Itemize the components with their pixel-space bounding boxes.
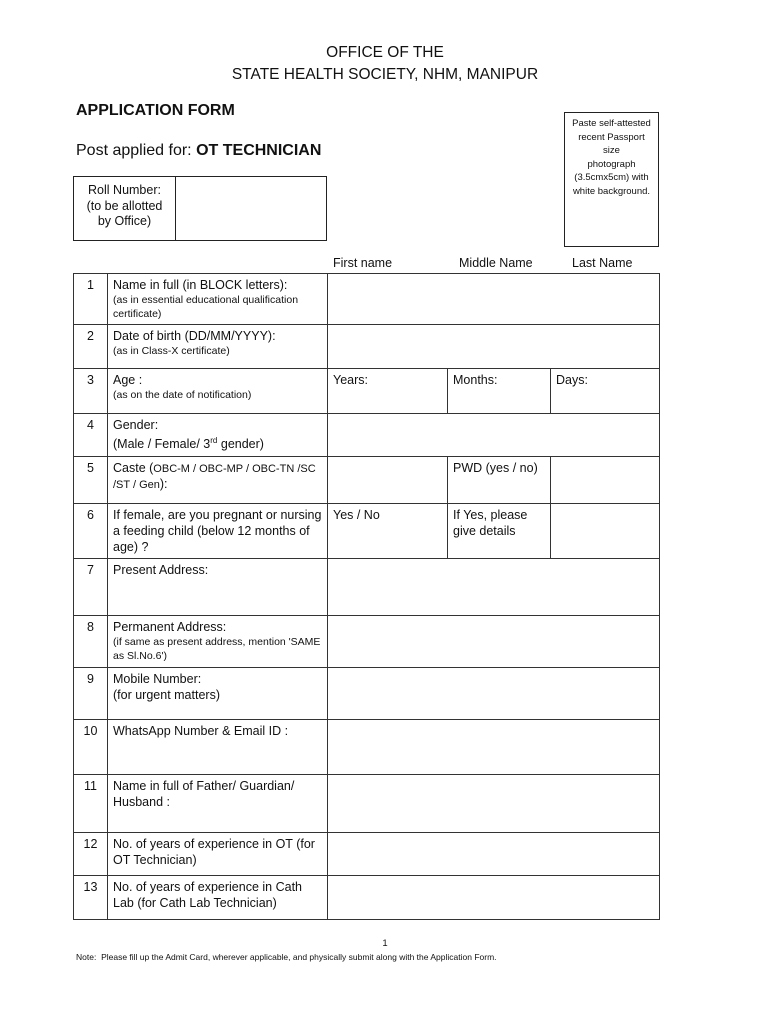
row-number: 12 [74, 833, 108, 876]
application-table [73, 273, 660, 920]
table-row [74, 369, 660, 414]
age-months-field[interactable] [448, 369, 551, 414]
name-label: Name in full (in BLOCK letters): [113, 278, 288, 292]
age-months-label: Months: [453, 373, 498, 387]
pwd-label: PWD (yes / no) [453, 461, 538, 475]
row-number: 6 [74, 504, 108, 559]
mobile-label-cell [108, 668, 328, 720]
age-years-field[interactable] [328, 369, 448, 414]
row-number: 13 [74, 876, 108, 920]
permanent-address-label: Permanent Address: [113, 620, 227, 634]
gender-label-cell [108, 414, 328, 457]
row-number: 11 [74, 775, 108, 833]
post-applied [76, 142, 321, 160]
gender-field[interactable] [328, 414, 660, 457]
dob-sublabel: (as in Class-X certificate) [113, 345, 230, 357]
post-value: OT TECHNICIAN [196, 142, 322, 159]
row-number: 7 [74, 559, 108, 616]
last-name-header: Last Name [572, 256, 633, 270]
caste-label: Caste ( [113, 461, 154, 475]
form-title: APPLICATION FORM [76, 102, 235, 119]
table-row [74, 833, 660, 876]
gender-sublabel: (Male / Female/ 3rd gender) [113, 436, 264, 452]
father-guardian-label: Name in full of Father/ Guardian/ Husband : [108, 775, 328, 833]
permanent-address-label-cell [108, 616, 328, 668]
photo-text-1: Paste self-attested [572, 118, 651, 129]
table-row [74, 559, 660, 616]
name-sublabel: (as in essential educational qualification certificate) [113, 294, 299, 320]
age-sublabel: (as on the date of notification) [113, 389, 252, 401]
post-label: Post applied for: [76, 142, 192, 159]
present-address-field[interactable] [328, 559, 660, 616]
table-row [74, 720, 660, 775]
mobile-field[interactable] [328, 668, 660, 720]
table-row [74, 775, 660, 833]
caste-options: OBC-M / OBC-MP / OBC-TN /SC /ST / Gen [113, 463, 316, 491]
row-number: 3 [74, 369, 108, 414]
roll-label-1: Roll Number: [88, 183, 161, 197]
row-number: 1 [74, 274, 108, 325]
photo-text-3: photograph [587, 158, 636, 170]
table-row [74, 325, 660, 369]
ot-experience-label: No. of years of experience in OT (for OT Technician) [108, 833, 328, 876]
page-number: 1 [382, 938, 388, 949]
photo-box[interactable] [564, 112, 659, 247]
row-number: 4 [74, 414, 108, 457]
cath-lab-experience-label: No. of years of experience in Cath Lab (for Cath Lab Technician) [108, 876, 328, 920]
mobile-sublabel: (for urgent matters) [113, 688, 220, 702]
note-label: Note: [76, 952, 97, 962]
table-row [74, 414, 660, 457]
age-years-label: Years: [333, 373, 368, 387]
middle-name-header: Middle Name [459, 256, 533, 270]
table-row [74, 616, 660, 668]
mobile-label: Mobile Number: [113, 672, 202, 686]
table-row [74, 457, 660, 504]
row-number: 2 [74, 325, 108, 369]
roll-number-label [74, 177, 176, 240]
roll-number-box [73, 176, 327, 241]
pwd-field[interactable] [551, 457, 660, 504]
photo-text-5: white background. [572, 185, 651, 197]
whatsapp-email-label: WhatsApp Number & Email ID : [108, 720, 328, 775]
gender-label: Gender: [113, 418, 159, 432]
age-label-cell [108, 369, 328, 414]
dob-field[interactable] [328, 325, 660, 369]
footer-note [76, 952, 497, 962]
table-row [74, 668, 660, 720]
permanent-address-sublabel: (if same as present address, mention 'SAME as Sl.No.6') [113, 636, 321, 662]
present-address-label: Present Address: [108, 559, 328, 616]
note-text: Please fill up the Admit Card, wherever applicable, and physically submit along with the Application Form. [101, 952, 497, 962]
first-name-header: First name [333, 256, 393, 270]
photo-text-2: recent Passport size [578, 131, 645, 156]
caste-label-cell: Caste (OBC-M / OBC-MP / OBC-TN /SC /ST / Gen): [108, 457, 328, 504]
details-label: If Yes, please give details [453, 508, 528, 538]
name-field[interactable] [328, 274, 660, 325]
pregnant-details-field[interactable] [551, 504, 660, 559]
ot-experience-field[interactable] [328, 833, 660, 876]
roll-number-field[interactable] [176, 177, 326, 240]
roll-label-2: (to be allotted [86, 198, 163, 213]
age-label: Age : [113, 373, 143, 387]
row-number: 9 [74, 668, 108, 720]
pregnant-yesno-field[interactable] [328, 504, 448, 559]
age-days-label: Days: [556, 373, 588, 387]
pregnant-details-label-cell [448, 504, 551, 559]
caste-field[interactable] [328, 457, 448, 504]
office-title-line2: STATE HEALTH SOCIETY, NHM, MANIPUR [231, 66, 539, 83]
dob-label-cell [108, 325, 328, 369]
table-row [74, 504, 660, 559]
row-number: 8 [74, 616, 108, 668]
cath-lab-experience-field[interactable] [328, 876, 660, 920]
table-row [74, 274, 660, 325]
pwd-label-cell [448, 457, 551, 504]
photo-text-4: (3.5cmx5cm) with [574, 172, 649, 183]
dob-label: Date of birth (DD/MM/YYYY): [113, 329, 276, 343]
row-number: 10 [74, 720, 108, 775]
row-number: 5 [74, 457, 108, 504]
father-guardian-field[interactable] [328, 775, 660, 833]
office-title-line1: OFFICE OF THE [326, 44, 444, 61]
table-row [74, 876, 660, 920]
age-days-field[interactable] [551, 369, 660, 414]
name-label-cell [108, 274, 328, 325]
roll-label-3: by Office) [97, 214, 152, 228]
permanent-address-field[interactable] [328, 616, 660, 668]
whatsapp-email-field[interactable] [328, 720, 660, 775]
pregnant-label: If female, are you pregnant or nursing a feeding child (below 12 months of age) ? [108, 504, 328, 559]
yes-no-label: Yes / No [333, 508, 380, 522]
